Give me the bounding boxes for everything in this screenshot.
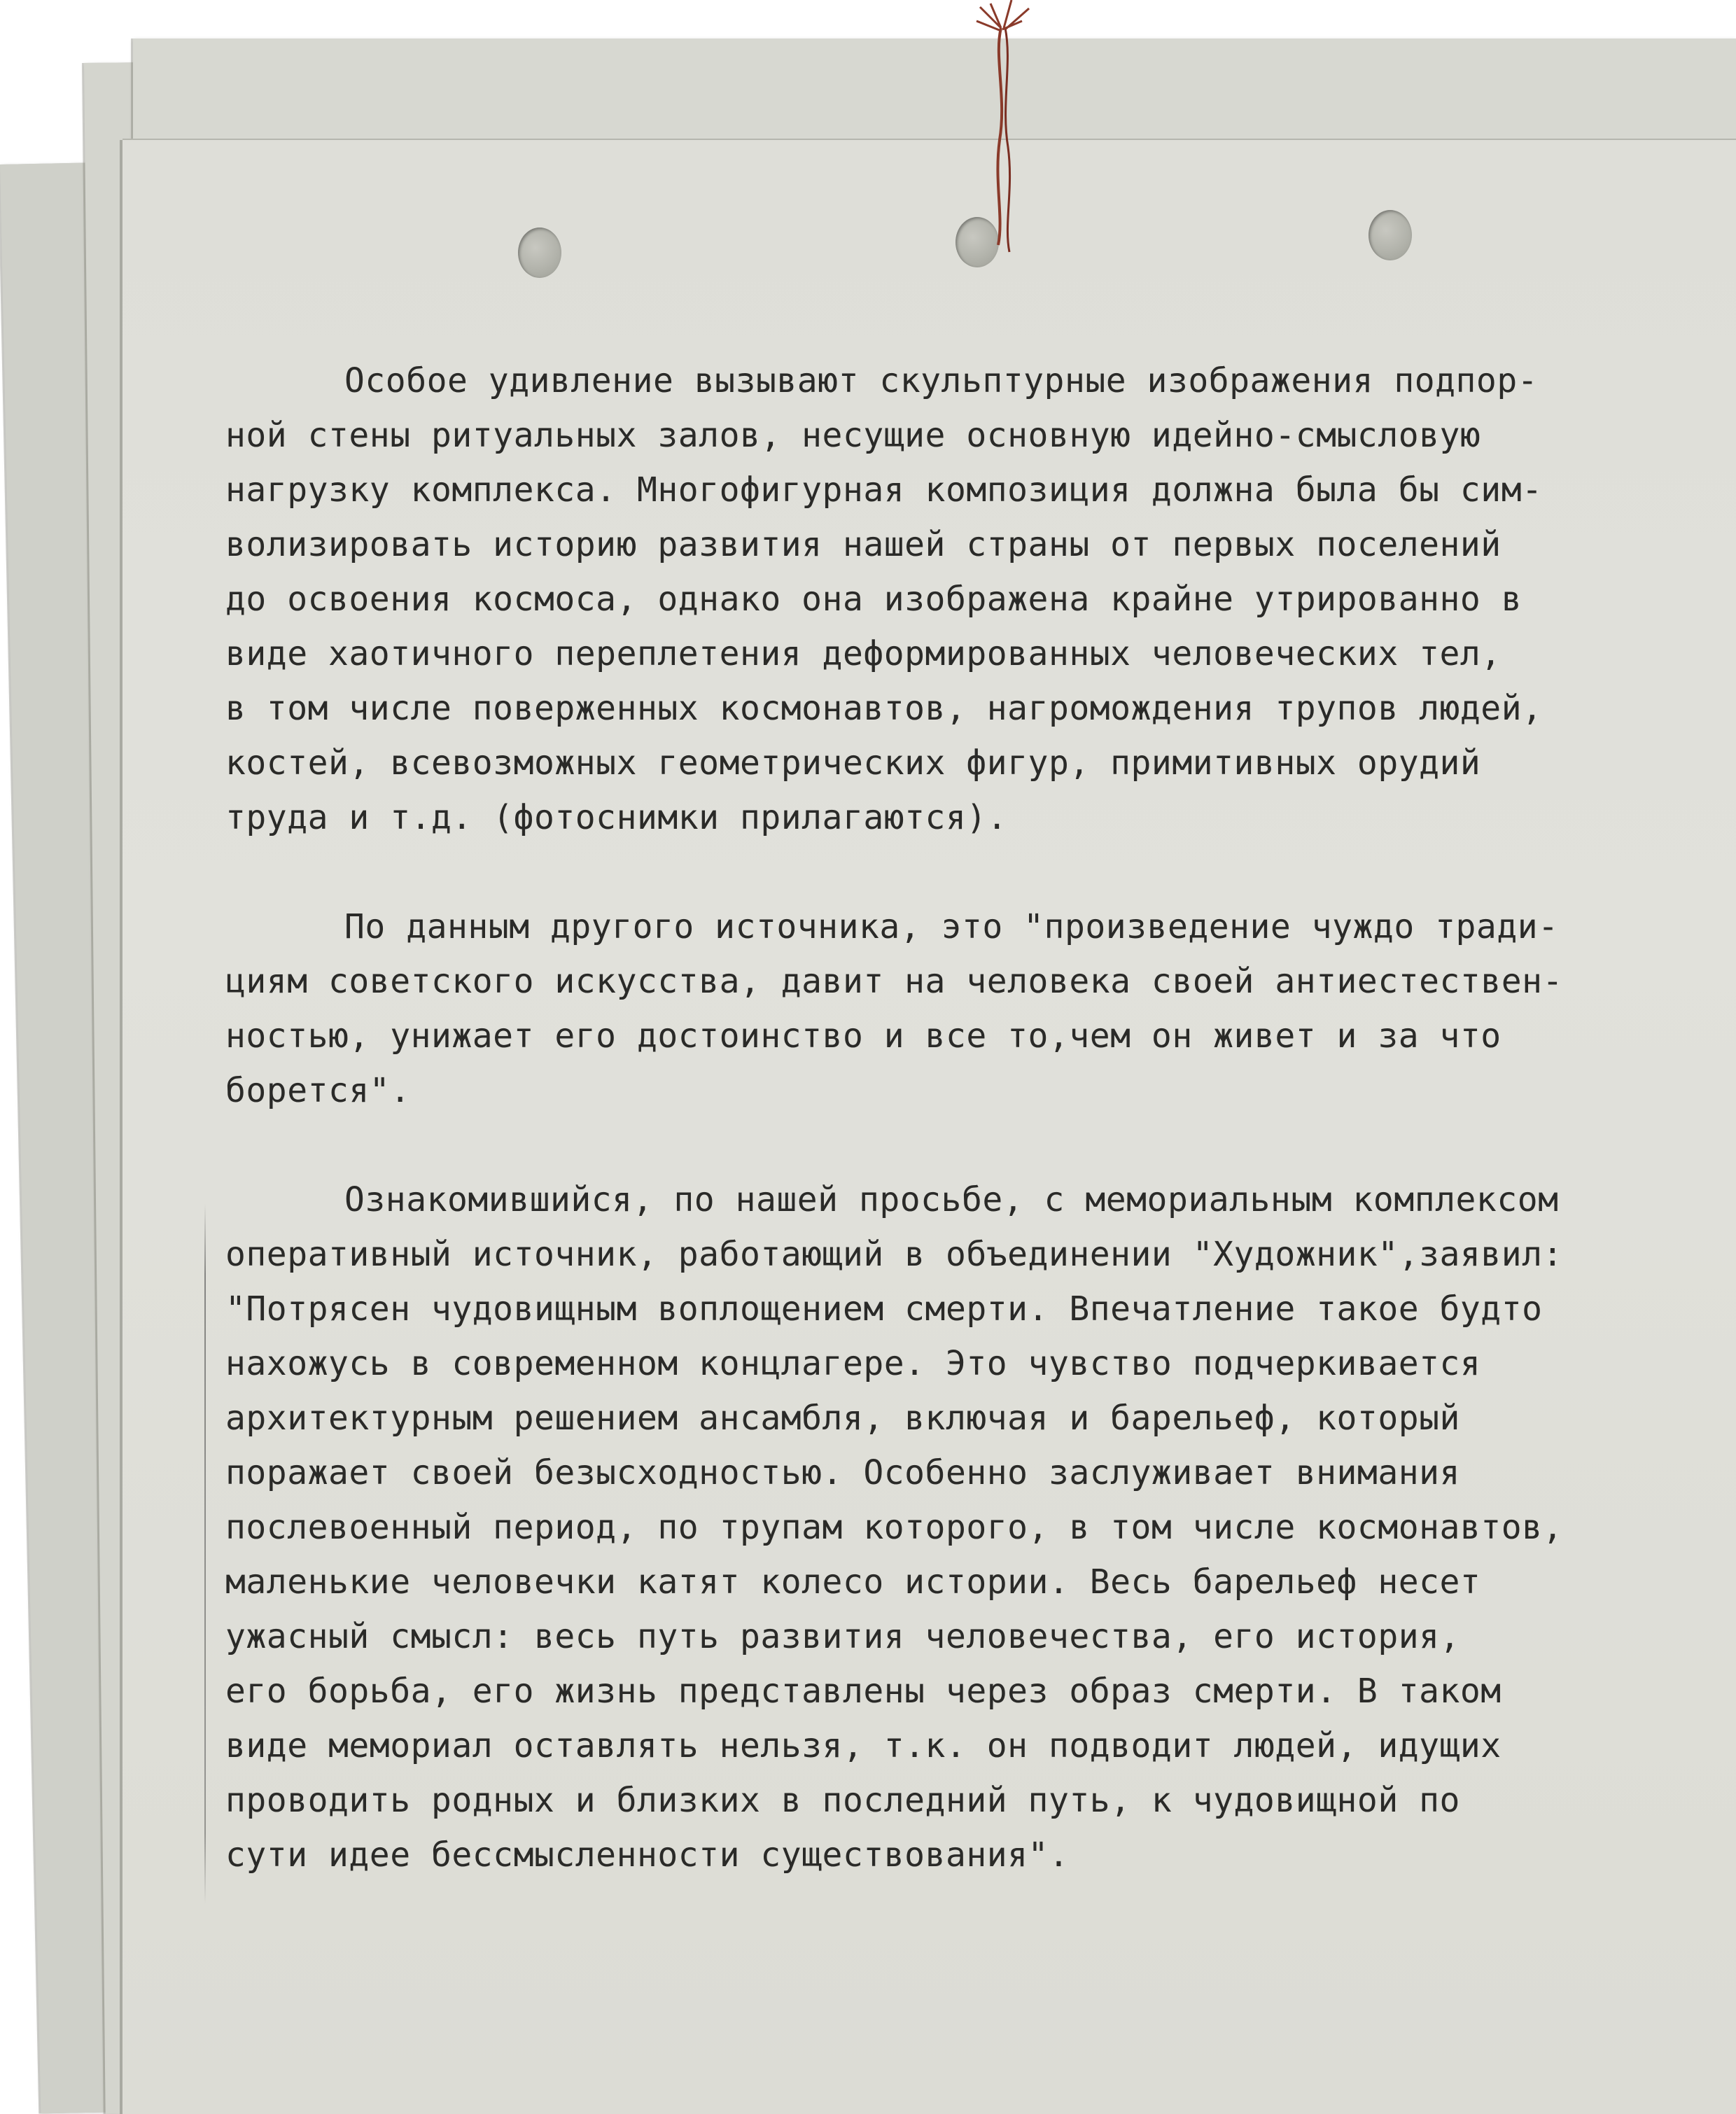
text-line: "Потрясен чудовищным воплощением смерти. Впечатление такое будто [225, 1289, 1543, 1329]
text-line: сути идее бессмысленности существования". [225, 1835, 1070, 1875]
text-line: архитектурным решением ансамбля, включая и барельеф, который [225, 1399, 1460, 1438]
text-line: его борьба, его жизнь представлены через образ смерти. В таком [225, 1672, 1502, 1711]
text-line: до освоения космоса, однако она изображена крайне утрированно в [225, 580, 1522, 619]
text-line: послевоенный период, по трупам которого, в том числе космонавтов, [225, 1508, 1563, 1547]
margin-line [204, 1204, 206, 1904]
text-line: ужасный смысл: весь путь развития человечества, его история, [225, 1617, 1460, 1656]
text-line: По данным другого источника, это "произведение чуждо тради- [344, 907, 1559, 946]
text-line: маленькие человечки катят колесо истории. Весь барельеф несет [225, 1562, 1481, 1602]
text-line: виде хаотичного переплетения деформированных человеческих тел, [225, 634, 1502, 673]
punch-hole [1368, 210, 1412, 260]
paragraph-3 [225, 1172, 1681, 1882]
binding-thread-icon [973, 0, 1036, 266]
text-line: Ознакомившийся, по нашей просьбе, с мемориальным комплексом [344, 1180, 1559, 1219]
text-line: борется". [225, 1071, 411, 1110]
punch-hole [518, 227, 561, 278]
text-line: в том числе поверженных космонавтов, нагромождения трупов людей, [225, 689, 1543, 728]
text-line: оперативный источник, работающий в объединении "Художник",заявил: [225, 1235, 1563, 1274]
text-line: труда и т.д. (фотоснимки прилагаются). [225, 798, 1008, 837]
text-line: ной стены ритуальных залов, несущие основную идейно-смысловую [225, 416, 1481, 455]
text-line: циям советского искусства, давит на человека своей антиестествен- [225, 962, 1563, 1001]
text-line: виде мемориал оставлять нельзя, т.к. он подводит людей, идущих [225, 1726, 1502, 1765]
paragraph-2 [225, 899, 1681, 1118]
text-line: проводить родных и близких в последний путь, к чудовищной по [225, 1781, 1460, 1820]
text-line: ностью, унижает его достоинство и все то,чем он живет и за что [225, 1016, 1502, 1056]
text-line: костей, всевозможных геометрических фигур, примитивных орудий [225, 743, 1481, 783]
paragraph-1 [225, 354, 1681, 845]
text-line: нагрузку комплекса. Многофигурная композиция должна была бы сим- [225, 470, 1543, 510]
text-line: волизировать историю развития нашей страны от первых поселений [225, 525, 1502, 564]
text-line: нахожусь в современном концлагере. Это чувство подчеркивается [225, 1344, 1481, 1383]
text-line: Особое удивление вызывают скульптурные изображения подпор- [344, 361, 1539, 400]
text-line: поражает своей безысходностью. Особенно заслуживает внимания [225, 1453, 1460, 1492]
typed-text [225, 354, 1681, 1937]
